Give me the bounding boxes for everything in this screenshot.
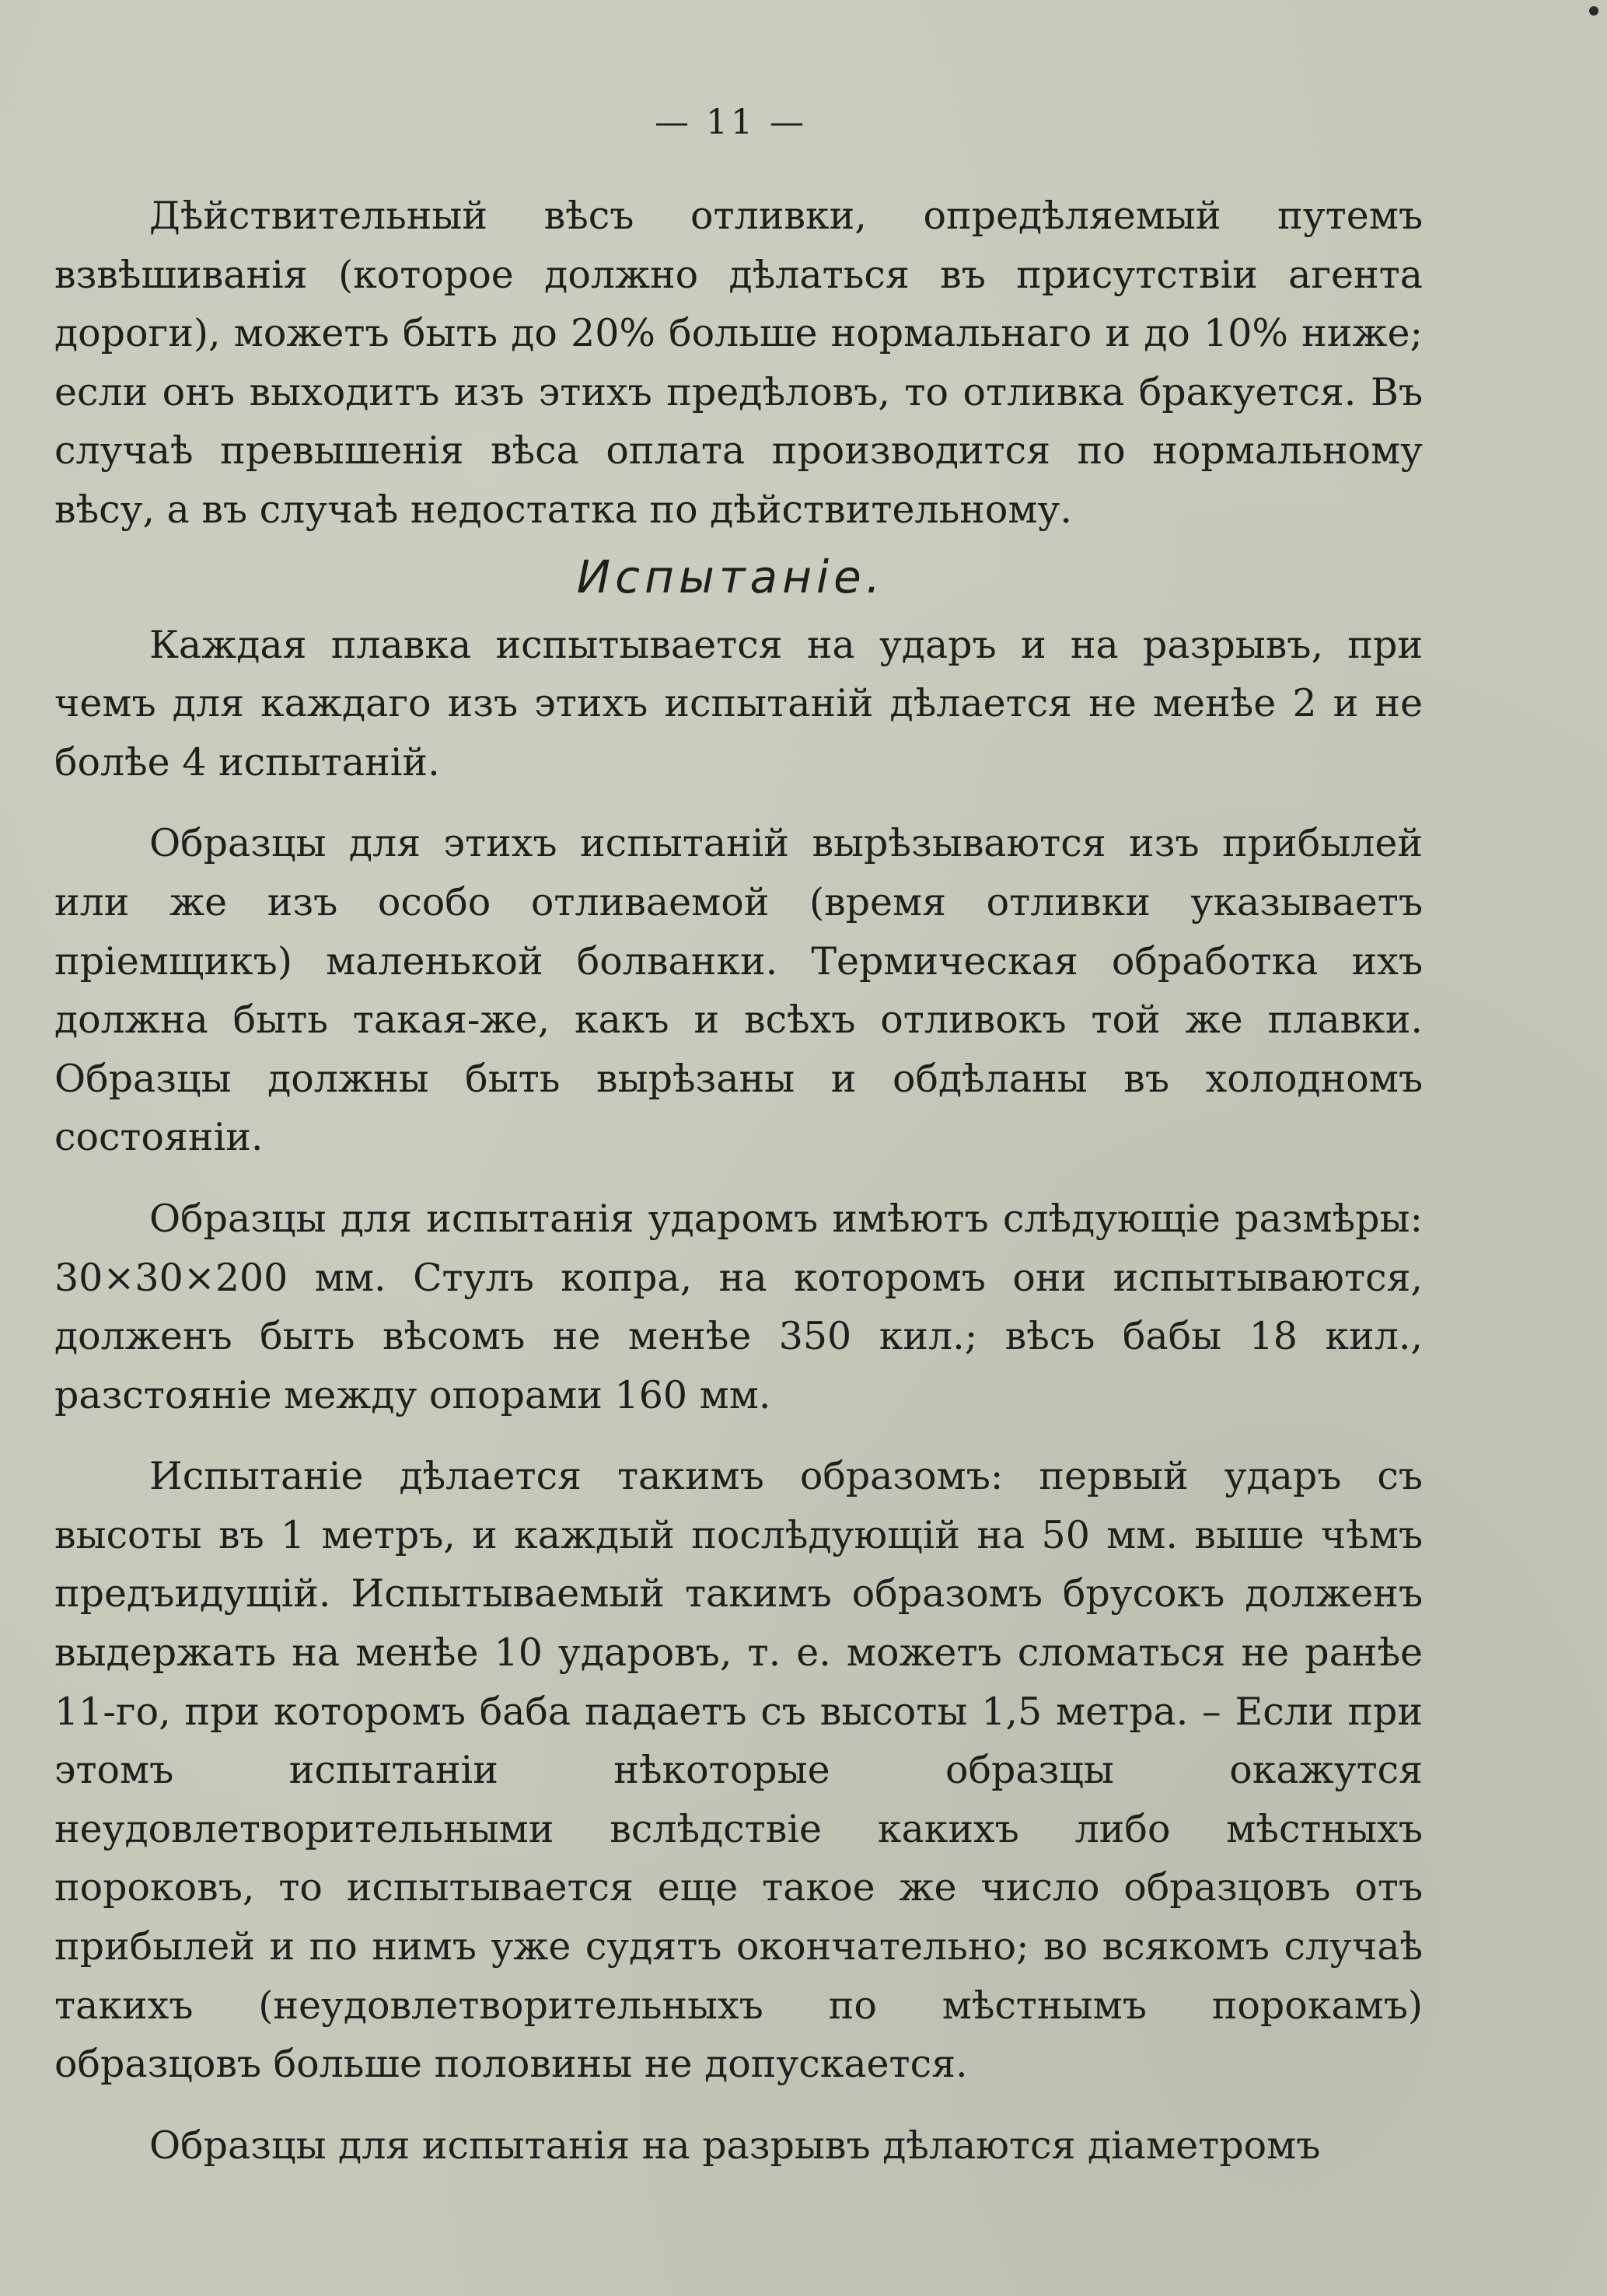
paragraph-weight: Дѣйствительный вѣсъ отливки, опредѣляемый путемъ взвѣшиванія (которое должно дѣлаться въ присутствіи агента дороги), можетъ быть до 20% больше нормальнаго и до 10% ниже; если онъ выходитъ изъ этихъ предѣловъ, то отливка бракуется. Въ случаѣ превышенія вѣса оплата производится по нормальному вѣсу, а въ случаѣ недостатка по дѣйствительному. — [54, 194, 1423, 532]
paragraph-2: Образцы для этихъ испытаній вырѣзываются изъ прибылей или же изъ особо отливаемой (время отливки указываетъ пріемщикъ) маленькой болванки. Термическая обработка ихъ должна быть такая-же, какъ и всѣхъ отливокъ той же плавки. Образцы должны быть вырѣзаны и обдѣланы въ холодномъ состояніи. — [54, 821, 1423, 1160]
section-heading: Испытаніе. — [576, 550, 886, 603]
body-text — [54, 187, 1423, 2175]
ink-speck — [1589, 6, 1598, 16]
paragraph-1: Каждая плавка испытывается на ударъ и на разрывъ, при чемъ для каждаго изъ этихъ испытаній дѣлается не менѣе 2 и не болѣе 4 испытаній. — [54, 622, 1423, 785]
paragraph-4: Испытаніе дѣлается такимъ образомъ: первый ударъ съ высоты въ 1 метръ, и каждый послѣдующій на 50 мм. выше чѣмъ предъидущій. Испытываемый такимъ образомъ брусокъ долженъ выдержать на менѣе 10 ударовъ, т. е. можетъ сломаться не ранѣе 11-го, при которомъ баба падаетъ съ высоты 1,5 метра. – Если при этомъ испытаніи нѣкоторые образцы окажутся неудовлетворительными вслѣдствіе какихъ либо мѣстныхъ пороковъ, то испытывается еще такое же число образцовъ отъ прибылей и по нимъ уже судятъ окончательно; во всякомъ случаѣ такихъ (неудовлетворительныхъ по мѣстнымъ порокамъ) образцовъ больше половины не допускается. — [54, 1454, 1423, 2087]
page-number: — 11 — — [655, 103, 807, 142]
paragraph-5: Образцы для испытанія на разрывъ дѣлаются діаметромъ — [149, 2123, 1321, 2168]
paragraph-3: Образцы для испытанія ударомъ имѣютъ слѣдующіе размѣры: 30×30×200 мм. Стулъ копра, на которомъ они испытываются, долженъ быть вѣсомъ не менѣе 350 кил.; вѣсъ бабы 18 кил., разстояніе между опорами 160 мм. — [54, 1196, 1423, 1417]
